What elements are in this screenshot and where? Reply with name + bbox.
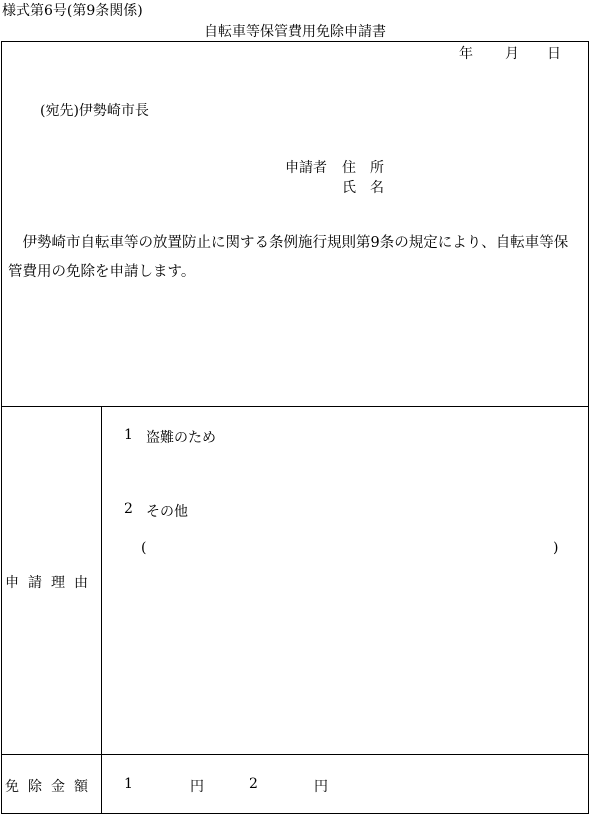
date-month-label: 月 <box>505 46 519 62</box>
date-year-label: 年 <box>459 46 473 62</box>
label-column-divider <box>101 406 102 814</box>
exemption-amount-label: 免除金額 <box>5 779 97 795</box>
addressee: (宛先)伊勢崎市長 <box>40 103 149 119</box>
reason-label: 申請理由 <box>5 575 97 591</box>
date-day-label: 日 <box>547 46 561 62</box>
reason-option1-text: 盗難のため <box>146 430 216 446</box>
application-statement: 伊勢崎市自転車等の放置防止に関する条例施行規則第9条の規定により、自転車等保管費用の免除を申請します。 <box>8 235 569 280</box>
reason-other-paren-open: ( <box>141 540 147 556</box>
reason-option1-number: 1 <box>124 427 133 443</box>
amount1-unit: 円 <box>190 779 204 795</box>
applicant-name-label: 氏 名 <box>342 180 384 196</box>
reason-other-paren-close: ) <box>553 540 559 556</box>
amount2-unit: 円 <box>314 779 328 795</box>
page-title: 自転車等保管費用免除申請書 <box>204 24 386 40</box>
applicant-label: 申請者 <box>285 160 327 176</box>
amount1-number: 1 <box>124 776 133 792</box>
amount2-number: 2 <box>249 776 258 792</box>
reason-option2-text: その他 <box>146 504 188 520</box>
reason-option2-number: 2 <box>124 501 133 517</box>
form-number: 様式第6号(第9条関係) <box>2 3 143 19</box>
applicant-address-label: 住 所 <box>342 160 384 176</box>
divider-reason-top <box>1 406 589 407</box>
divider-amount-top <box>1 754 589 755</box>
